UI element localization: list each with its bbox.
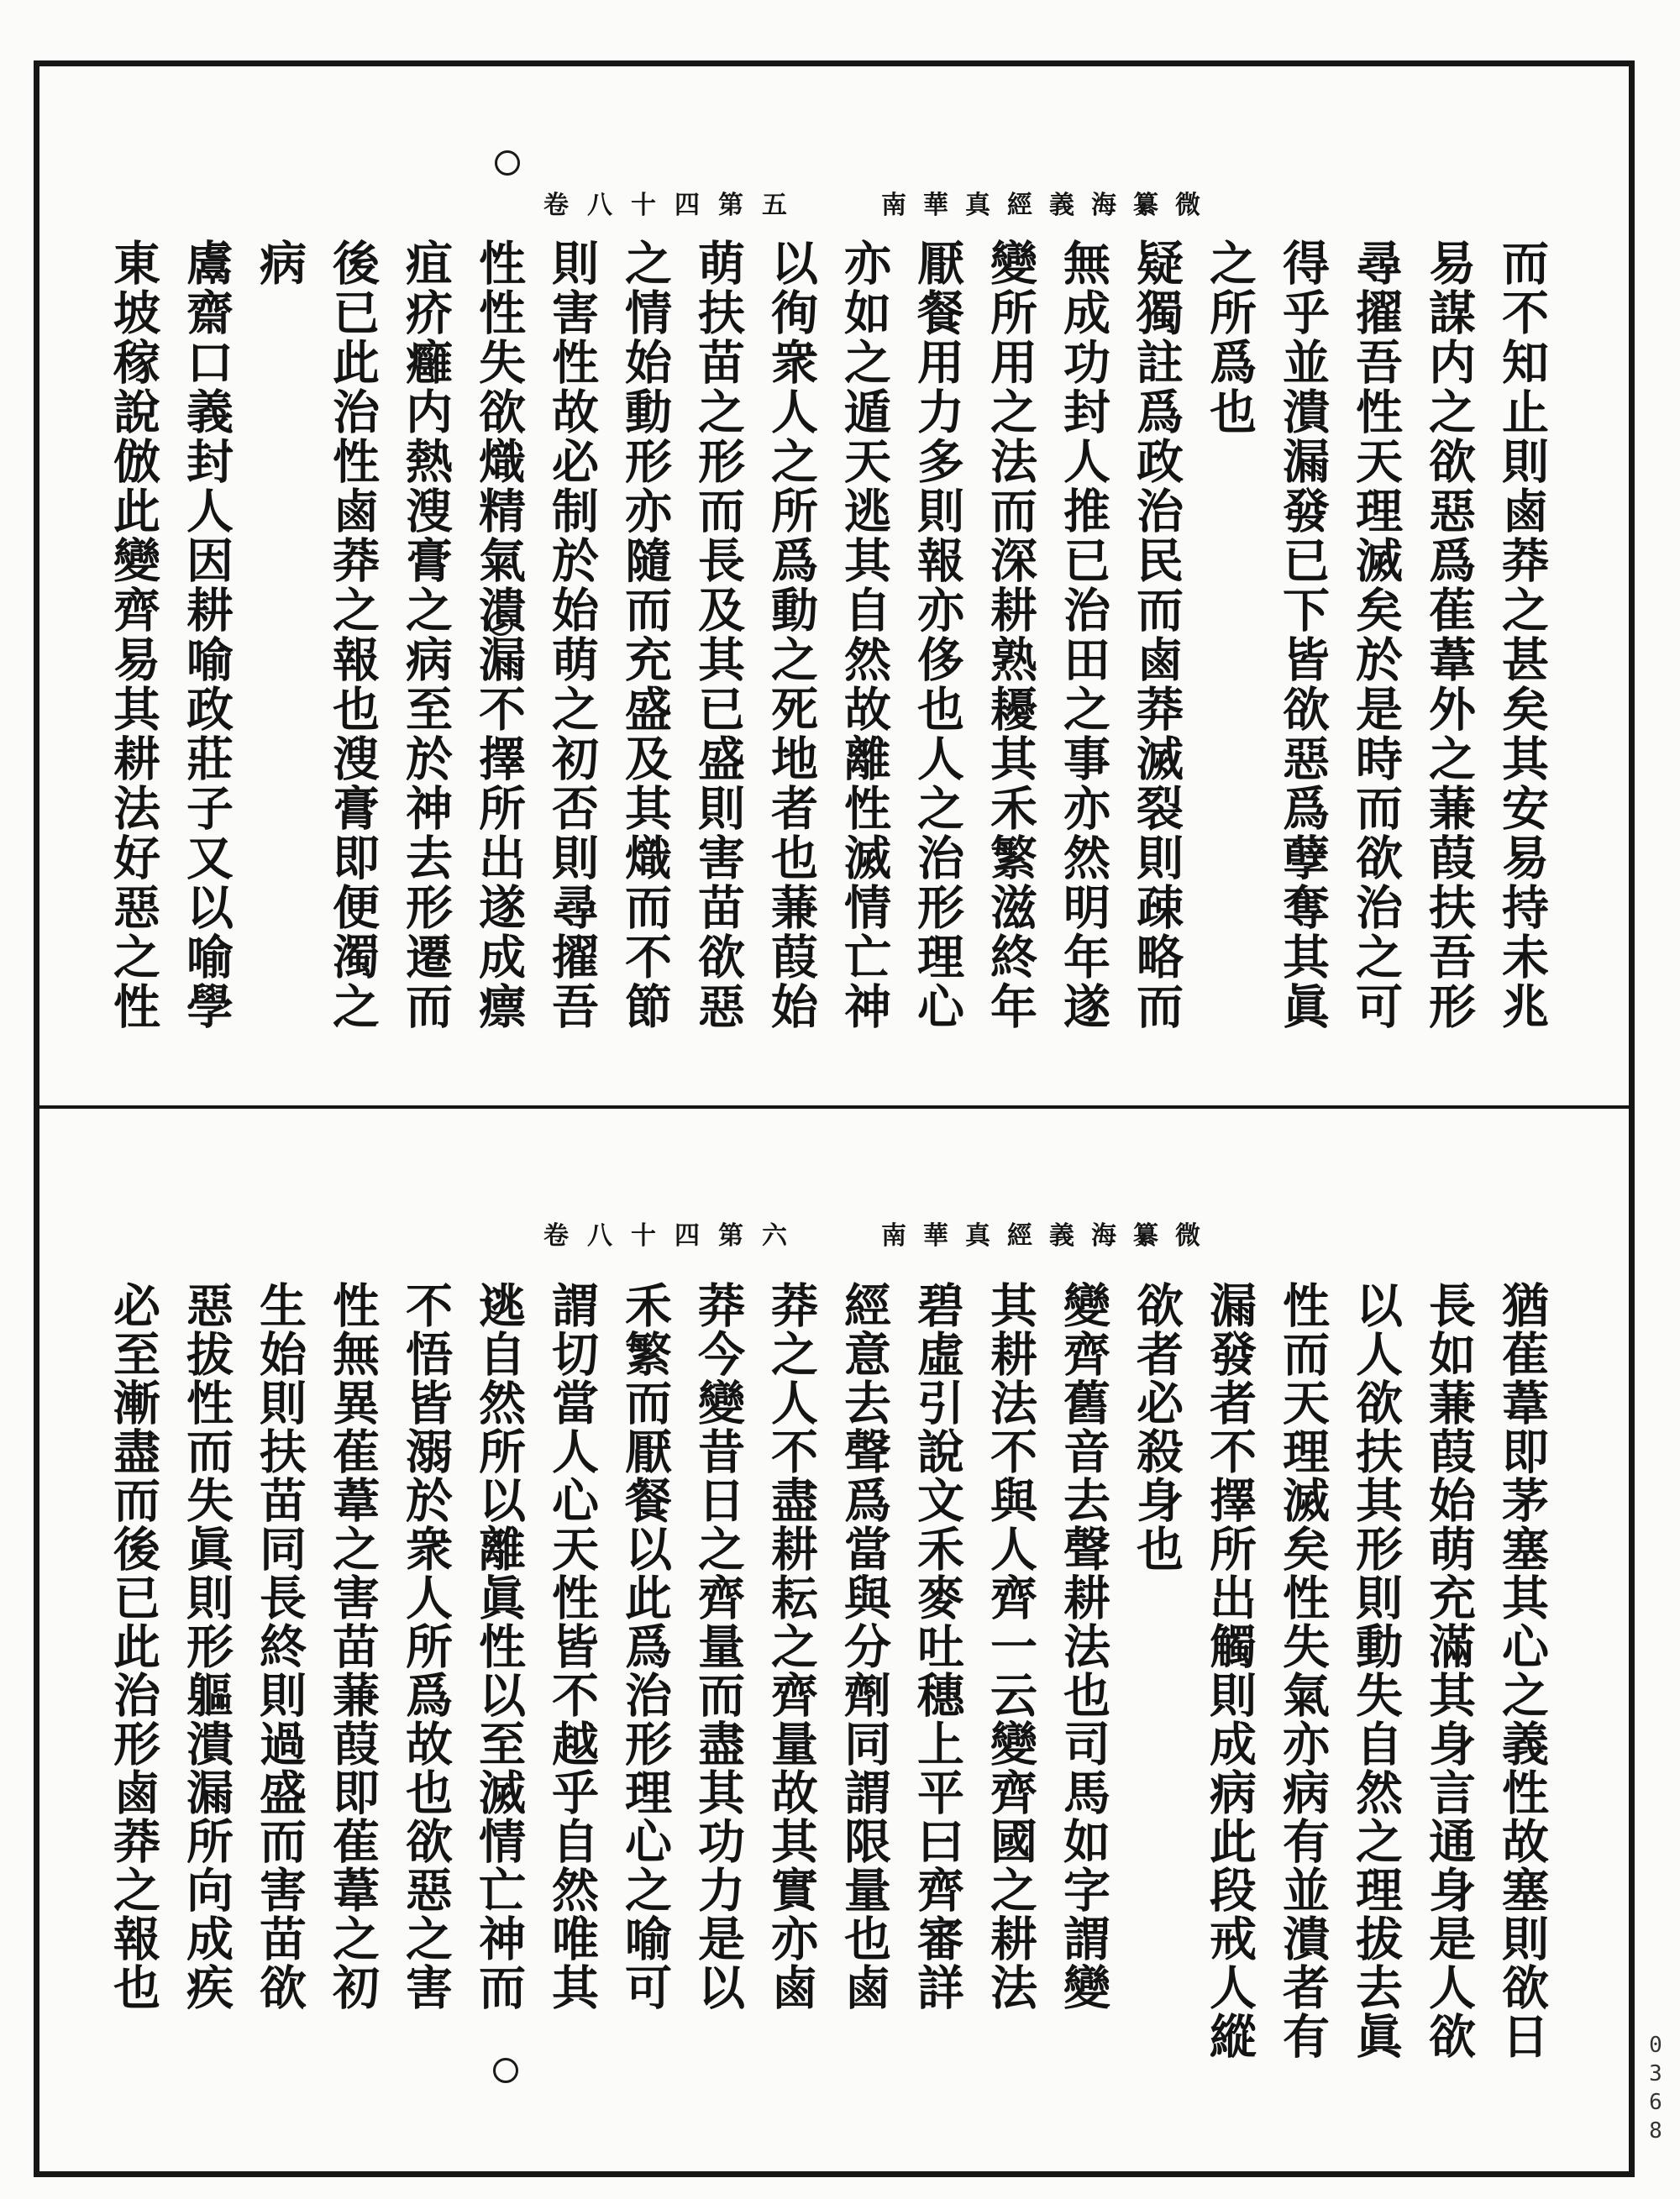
page-header	[543, 1215, 1217, 1252]
text-column: 厭餐用力多則報亦侈也人之治形理心	[910, 239, 965, 1031]
text-column: 莽之人不盡耕耘之齊量故其實亦鹵	[764, 1281, 819, 2012]
text-column: 得乎並潰漏發已下皆欲惡爲孽奪其眞	[1275, 239, 1331, 1031]
text-column: 猶萑葦即茅塞其心之義性故塞則欲日	[1494, 1281, 1550, 2060]
text-column: 經意去聲爲當與分劑同謂限量也鹵	[837, 1281, 892, 2012]
text-column: 欲者必殺身也	[1129, 1281, 1184, 1573]
text-column: 無成功封人推已治田之事亦然明年遂	[1056, 239, 1111, 1031]
lower-page	[39, 1109, 1629, 2171]
volume-label: 卷八十四第六	[543, 1221, 806, 1251]
text-columns	[97, 1281, 1557, 2138]
text-column: 之所爲也	[1202, 239, 1257, 437]
text-column: 東坡稼說倣此變齊易其耕法好惡之性	[106, 239, 161, 1031]
circle-mark	[495, 150, 520, 176]
text-column: 性而天理滅矣性失氣亦病有並潰者有	[1275, 1281, 1331, 2060]
text-columns	[97, 239, 1557, 1112]
text-column: 後已此治性鹵莽之報也溲膏即便濁之	[325, 239, 381, 1031]
text-column: 碧虛引說文禾麥吐穗上平曰齊審詳	[910, 1281, 965, 2012]
text-column: 必至漸盡而後已此治形鹵莽之報也	[106, 1281, 161, 2012]
page-header	[543, 184, 1217, 221]
text-column: 變齊舊音去聲耕法也司馬如字謂變	[1056, 1281, 1111, 2012]
text-column: 亦如之遁天逃其自然故離性滅情亡神	[837, 239, 892, 1031]
text-column: 禾繁而厭餐以此爲治形理心之喻可	[617, 1281, 673, 2012]
text-column: 莽今變昔日之齊量而盡其功力是以	[690, 1281, 746, 2012]
text-column: 之情始動形亦隨而充盛及其熾而不節	[617, 239, 673, 1031]
volume-label: 卷八十四第五	[543, 191, 806, 220]
page-number: 0368	[1643, 2033, 1668, 2147]
text-column: 性性失欲熾精氣潰漏不擇所出遂成瘭	[471, 239, 527, 1031]
text-column: 以人欲扶其形則動失自然之理拔去眞	[1348, 1281, 1404, 2060]
text-column: 病	[252, 239, 307, 288]
text-column: 逃自然所以離眞性以至滅情亡神而	[471, 1281, 527, 2012]
text-column: 謂切當人心天性皆不越乎自然唯其	[544, 1281, 600, 2012]
text-column: 其耕法不與人齊一云變齊國之耕法	[983, 1281, 1038, 2012]
book-title: 南華真經義海纂微	[881, 1221, 1217, 1251]
text-column: 惡拔性而失眞則形軀潰漏所向成疾	[179, 1281, 234, 2012]
text-column: 性無異萑葦之害苗蒹葭即萑葦之初	[325, 1281, 381, 2012]
text-column: 不悟皆溺於衆人所爲故也欲惡之害	[398, 1281, 454, 2012]
text-column: 而不知止則鹵莽之甚矣其安易持未兆	[1494, 239, 1550, 1031]
text-column: 疽疥癰内熱溲膏之病至於神去形遷而	[398, 239, 454, 1031]
book-title: 南華真經義海纂微	[881, 191, 1217, 220]
text-column: 萌扶苗之形而長及其已盛則害苗欲惡	[690, 239, 746, 1031]
text-column: 易謀内之欲惡爲萑葦外之蒹葭扶吾形	[1421, 239, 1477, 1031]
text-column: 鬳齋口義封人因耕喻政莊子又以喻學	[179, 239, 234, 1031]
text-column: 漏發者不擇所出觸則成病此段戒人縱	[1202, 1281, 1257, 2060]
upper-page	[39, 66, 1629, 1105]
text-column: 則害性故必制於始萌之初否則尋擢吾	[544, 239, 600, 1031]
text-column: 變所用之法而深耕熟耰其禾繁滋終年	[983, 239, 1038, 1031]
text-column: 以徇衆人之所爲動之死地者也蒹葭始	[764, 239, 819, 1031]
text-column: 長如蒹葭始萌充滿其身言通身是人欲	[1421, 1281, 1477, 2060]
text-column: 疑獨註爲政治民而鹵莽滅裂則疎略而	[1129, 239, 1184, 1031]
text-column: 尋擢吾性天理滅矣於是時而欲治之可	[1348, 239, 1404, 1031]
text-column: 生始則扶苗同長終則過盛而害苗欲	[252, 1281, 307, 2012]
